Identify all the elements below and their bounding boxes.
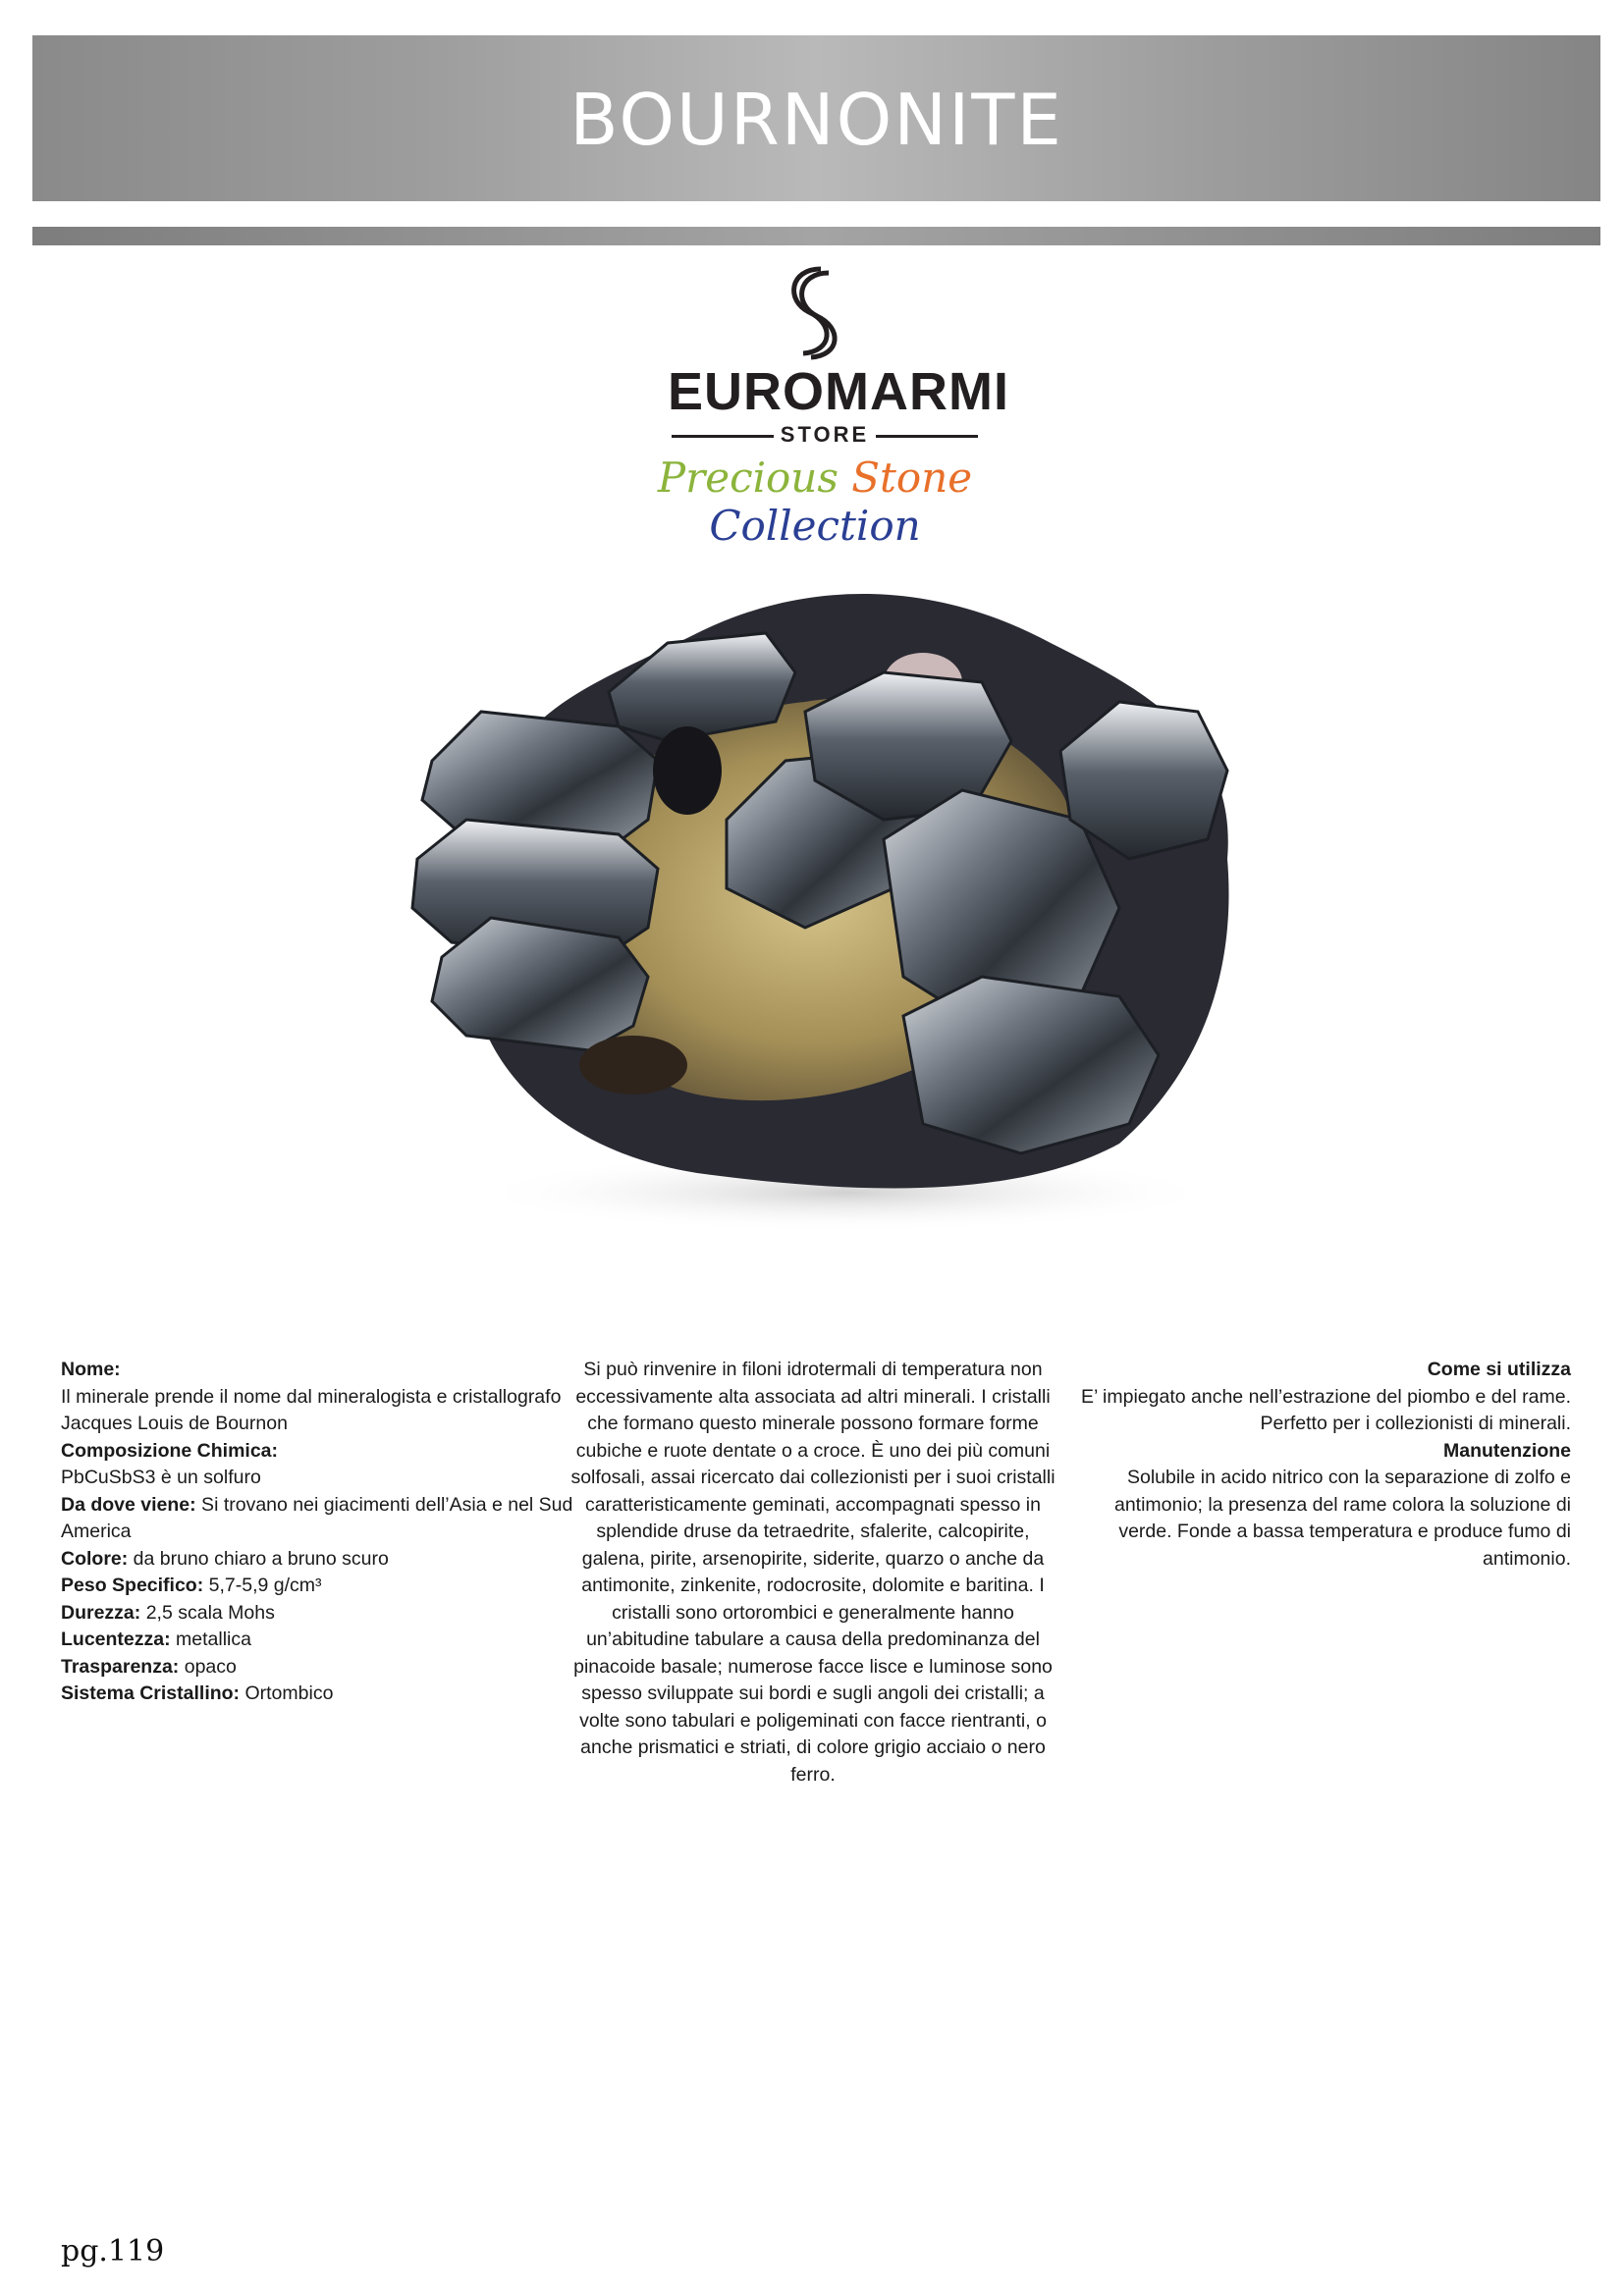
tagline-word-stone: Stone	[851, 454, 973, 502]
color-value: da bruno chiaro a bruno scuro	[128, 1547, 389, 1570]
origin-value: Si trovano nei giacimenti dell’Asia e nel Sud America	[61, 1493, 573, 1542]
transparency-value: opaco	[179, 1655, 237, 1678]
usage-column	[1080, 1357, 1571, 1573]
luster-value: metallica	[170, 1629, 251, 1650]
properties-column	[61, 1357, 581, 1708]
logo-brand: EUROMARMI	[668, 362, 1009, 421]
color-label: Colore:	[61, 1547, 129, 1570]
crystal-left-stack	[412, 712, 658, 1050]
origin-label: Da dove viene:	[61, 1493, 196, 1516]
logo-tagline	[589, 454, 1041, 550]
page-number: pg.119	[61, 2234, 165, 2269]
name-label: Nome:	[61, 1359, 121, 1380]
composition-value: PbCuSbS3 è un solfuro	[61, 1467, 261, 1488]
logo-store: STORE	[780, 422, 870, 447]
euromarmi-logo	[589, 265, 1041, 550]
title-banner	[32, 35, 1600, 201]
gravity-label: Peso Specifico:	[61, 1575, 204, 1596]
header-divider	[32, 227, 1600, 245]
logo-store-line-right	[876, 435, 978, 438]
tagline-word-collection: Collection	[709, 502, 921, 550]
composition-label: Composizione Chimica:	[61, 1439, 279, 1462]
mineral-photo	[373, 564, 1316, 1252]
crystal-system-value: Ortombico	[240, 1682, 334, 1704]
description-column	[568, 1357, 1058, 1789]
crystal-system-label: Sistema Cristallino:	[61, 1682, 241, 1704]
maintenance-label: Manutenzione	[1443, 1439, 1571, 1462]
logo-s-mark-icon	[589, 265, 1041, 363]
usage-label: Come si utilizza	[1427, 1359, 1571, 1380]
hardness-label: Durezza:	[61, 1601, 141, 1624]
tagline-word-precious: Precious	[657, 454, 839, 502]
luster-label: Lucentezza:	[61, 1629, 171, 1650]
maintenance-value: Solubile in acido nitrico con la separazione di zolfo e antimonio; la presenza del rame colora la soluzione di verde. Fonde a bassa temperatura e produce fumo di antimonio.	[1113, 1467, 1571, 1570]
gravity-value: 5,7-5,9 g/cm³	[203, 1575, 322, 1596]
description-text: Si può rinvenire in filoni idrotermali di temperatura non eccessivamente alta associata ad altri minerali. I cristalli che formano questo minerale possono formare forme cubiche e ruote dentate o a croce. È uno dei più comuni solfosali, assai ricercato dai collezionisti per i suoi cristalli caratteristicamente geminati, accompagnati spesso in splendide druse da tetraedrite, sfalerite, calcopirite, galena, pirite, arsenopirite, siderite, quarzo o anche da antimonite, zinkenite, rodocrosite, dolomite e baritina. I cristalli sono ortorombici e generalmente hanno un’abitudine tabulare a causa della predominanza del pinacoide basale; numerose facce lisce e luminose sono spesso sviluppate sui bordi e sugli angoli dei cristalli; a volte sono tabulari e poligeminati con facce rientranti, o anche prismatici e striati, di colore grigio acciaio o nero ferro.	[570, 1359, 1056, 1786]
bournonite-specimen-image	[373, 564, 1316, 1252]
hardness-value: 2,5 scala Mohs	[140, 1601, 275, 1624]
transparency-label: Trasparenza:	[61, 1655, 180, 1678]
usage-value: E’ impiegato anche nell’estrazione del piombo e del rame. Perfetto per i collezionisti di minerali.	[1081, 1385, 1571, 1434]
name-value: Il minerale prende il nome dal mineralogista e cristallografo Jacques Louis de Bournon	[61, 1385, 562, 1434]
page-title: BOURNONITE	[569, 79, 1063, 161]
